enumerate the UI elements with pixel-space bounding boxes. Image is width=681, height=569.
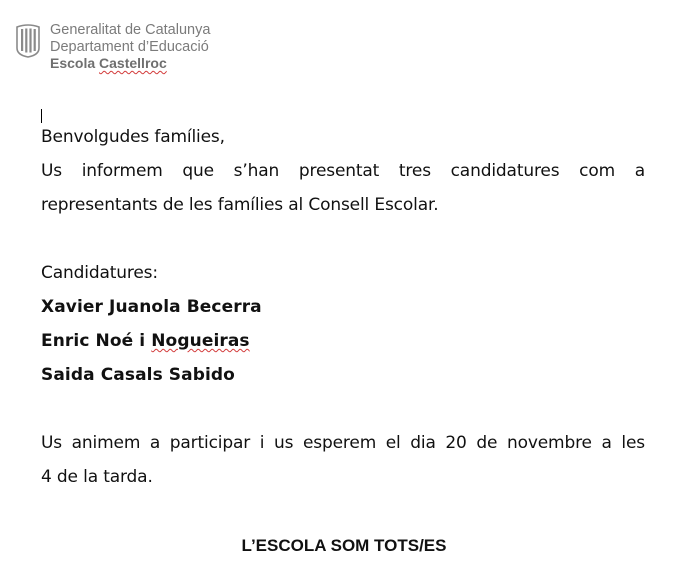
candidate-name <box>41 324 645 358</box>
organization-name-block <box>50 22 210 72</box>
invite-line-2: 4 de la tarda. <box>41 467 153 487</box>
generalitat-name: Generalitat de Catalunya <box>50 22 211 38</box>
candidate-name-text: Saida Casals Sabido <box>41 365 235 385</box>
intro-line-1: Us informem que s’han presentat tres candidatures com a <box>41 161 645 181</box>
candidates-heading: Candidatures: <box>41 263 158 283</box>
invite-line-1: Us animem a participar i us esperem el dia 20 de novembre a les <box>41 433 645 453</box>
school-name-word: Castellroc <box>99 55 167 71</box>
blank-line <box>41 222 645 256</box>
school-prefix: Escola <box>50 55 100 71</box>
generalitat-stripes-icon <box>15 24 41 58</box>
closing-motto: L’ESCOLA SOM TOTS/ES <box>241 536 447 555</box>
candidate-name <box>41 290 645 324</box>
candidate-name-text: Xavier Juanola Becerra <box>41 297 262 317</box>
candidate-name <box>41 358 645 392</box>
candidate-surname-flagged: Nogueiras <box>151 331 250 351</box>
school-name <box>50 55 210 72</box>
intro-line-2: representants de les famílies al Consell Escolar. <box>41 195 439 215</box>
blank-line <box>41 392 645 426</box>
letter-body[interactable] <box>41 120 645 494</box>
candidate-name-text: Enric Noé i <box>41 331 152 351</box>
department-name: Departament d’Educació <box>50 38 209 55</box>
greeting: Benvolgudes famílies, <box>41 127 225 147</box>
letterhead <box>15 22 210 72</box>
